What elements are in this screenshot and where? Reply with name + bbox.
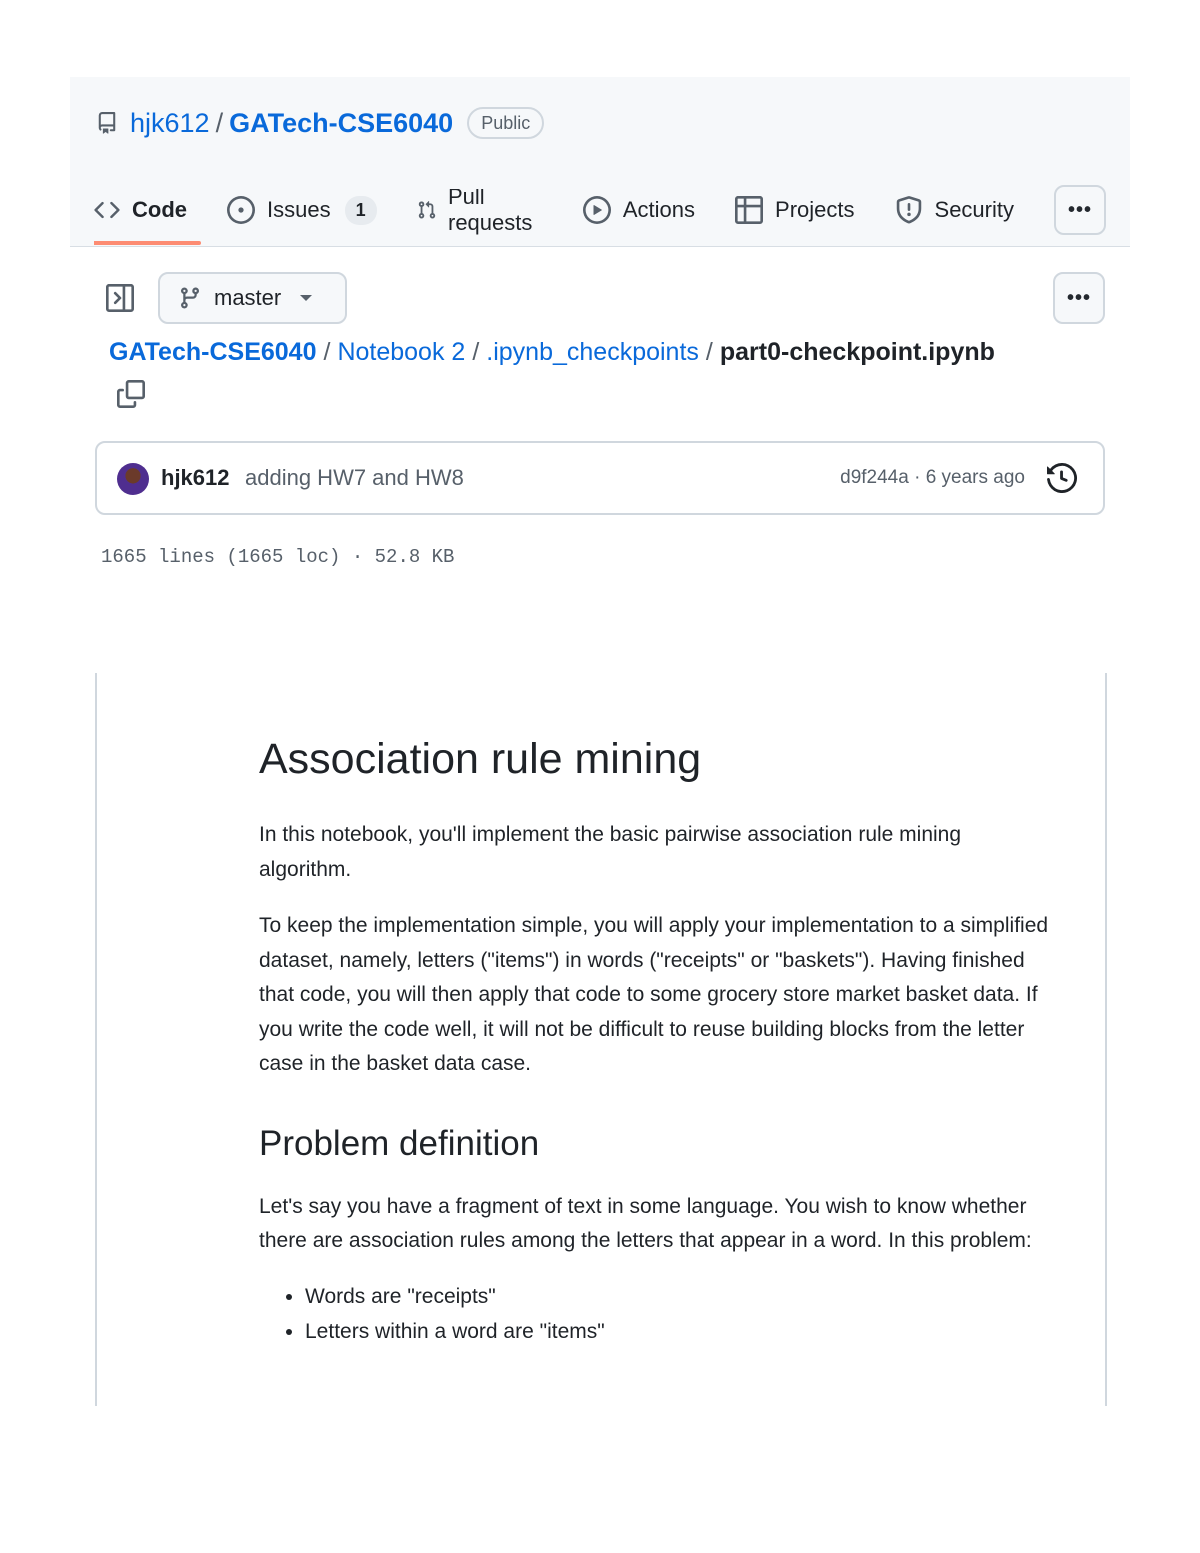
repo-icon (96, 110, 118, 136)
avatar[interactable] (117, 463, 149, 495)
tab-pull-requests[interactable] (417, 189, 543, 235)
breadcrumb-separator: / (323, 338, 331, 366)
issues-count-badge: 1 (345, 196, 377, 225)
notebook-paragraph: In this notebook, you'll implement the basic pairwise association rule mining algorithm. (259, 823, 962, 881)
repo-name-link[interactable]: GATech-CSE6040 (229, 107, 454, 138)
pull-request-icon (417, 197, 436, 223)
notebook-paragraph: To keep the implementation simple, you will apply your implementation to a simplified dataset, namely, letters ("items") in words ("receipts" or "baskets"). Having finished that code, you will then apply that code to some grocery store market basket data. If you write the code well, it will not be difficult to reuse building blocks from the letter case in the basket data case. (259, 914, 1049, 1075)
notebook-bullet-list (259, 1279, 1049, 1349)
table-icon (735, 196, 763, 224)
issue-icon (227, 196, 255, 224)
repo-separator: / (215, 107, 224, 138)
tab-code-label: Code (132, 197, 187, 222)
breadcrumb-folder-link[interactable]: Notebook 2 (337, 338, 466, 366)
tab-actions-label: Actions (622, 197, 696, 222)
repo-tabs (94, 189, 1054, 246)
breadcrumb-separator: / (472, 338, 480, 366)
breadcrumb-current-file: part0-checkpoint.ipynb (719, 338, 995, 366)
tab-actions[interactable] (583, 189, 695, 231)
latest-commit-bar (95, 441, 1105, 515)
repo-title (96, 107, 544, 139)
notebook-paragraph: Let's say you have a fragment of text in some language. You wish to know whether there are association rules among the letters that appear in a word. In this problem: (259, 1194, 1032, 1252)
file-info: 1665 lines (1665 loc) · 52.8 KB (101, 546, 455, 568)
tab-issues[interactable] (227, 189, 377, 231)
tab-code[interactable] (94, 189, 187, 231)
notebook-title: Association rule mining (259, 735, 702, 783)
commit-message-link[interactable]: adding HW7 and HW8 (245, 465, 464, 490)
breadcrumb (109, 338, 995, 367)
tabs-more-button[interactable]: ••• (1054, 185, 1106, 235)
commit-meta[interactable]: d9f244a · 6 years ago (840, 467, 1025, 488)
caret-down-icon (299, 293, 313, 303)
file-more-button[interactable]: ••• (1053, 272, 1105, 324)
branch-selector-button[interactable] (158, 272, 347, 324)
file-toolbar (95, 272, 1105, 324)
commit-author-link[interactable]: hjk612 (161, 465, 230, 490)
branch-name: master (214, 285, 282, 310)
breadcrumb-folder-link[interactable]: .ipynb_checkpoints (486, 338, 699, 366)
play-icon (583, 196, 611, 224)
list-item: • Words are "receipts" (305, 1279, 1049, 1314)
tab-pull-requests-label: Pull requests (448, 189, 533, 235)
repo-owner-link[interactable]: hjk612 (130, 107, 210, 138)
tab-projects-label: Projects (775, 197, 855, 222)
code-icon (94, 197, 120, 223)
repo-header (70, 77, 1130, 247)
git-branch-icon (178, 285, 202, 311)
tab-security-label: Security (934, 197, 1014, 222)
visibility-badge: Public (467, 107, 544, 139)
shield-icon (895, 196, 923, 224)
history-icon[interactable] (1047, 463, 1077, 493)
notebook-content (259, 730, 1049, 1349)
list-item: • Letters within a word are "items" (305, 1314, 1049, 1349)
breadcrumb-separator: / (705, 338, 713, 366)
tab-security[interactable] (895, 189, 1014, 231)
tab-projects[interactable] (735, 189, 854, 231)
breadcrumb-repo-link[interactable]: GATech-CSE6040 (109, 338, 317, 366)
notebook-section-title: Problem definition (259, 1123, 540, 1163)
copy-icon[interactable] (117, 380, 145, 408)
tab-issues-label: Issues (267, 197, 331, 222)
sidebar-toggle-icon[interactable] (105, 284, 135, 312)
